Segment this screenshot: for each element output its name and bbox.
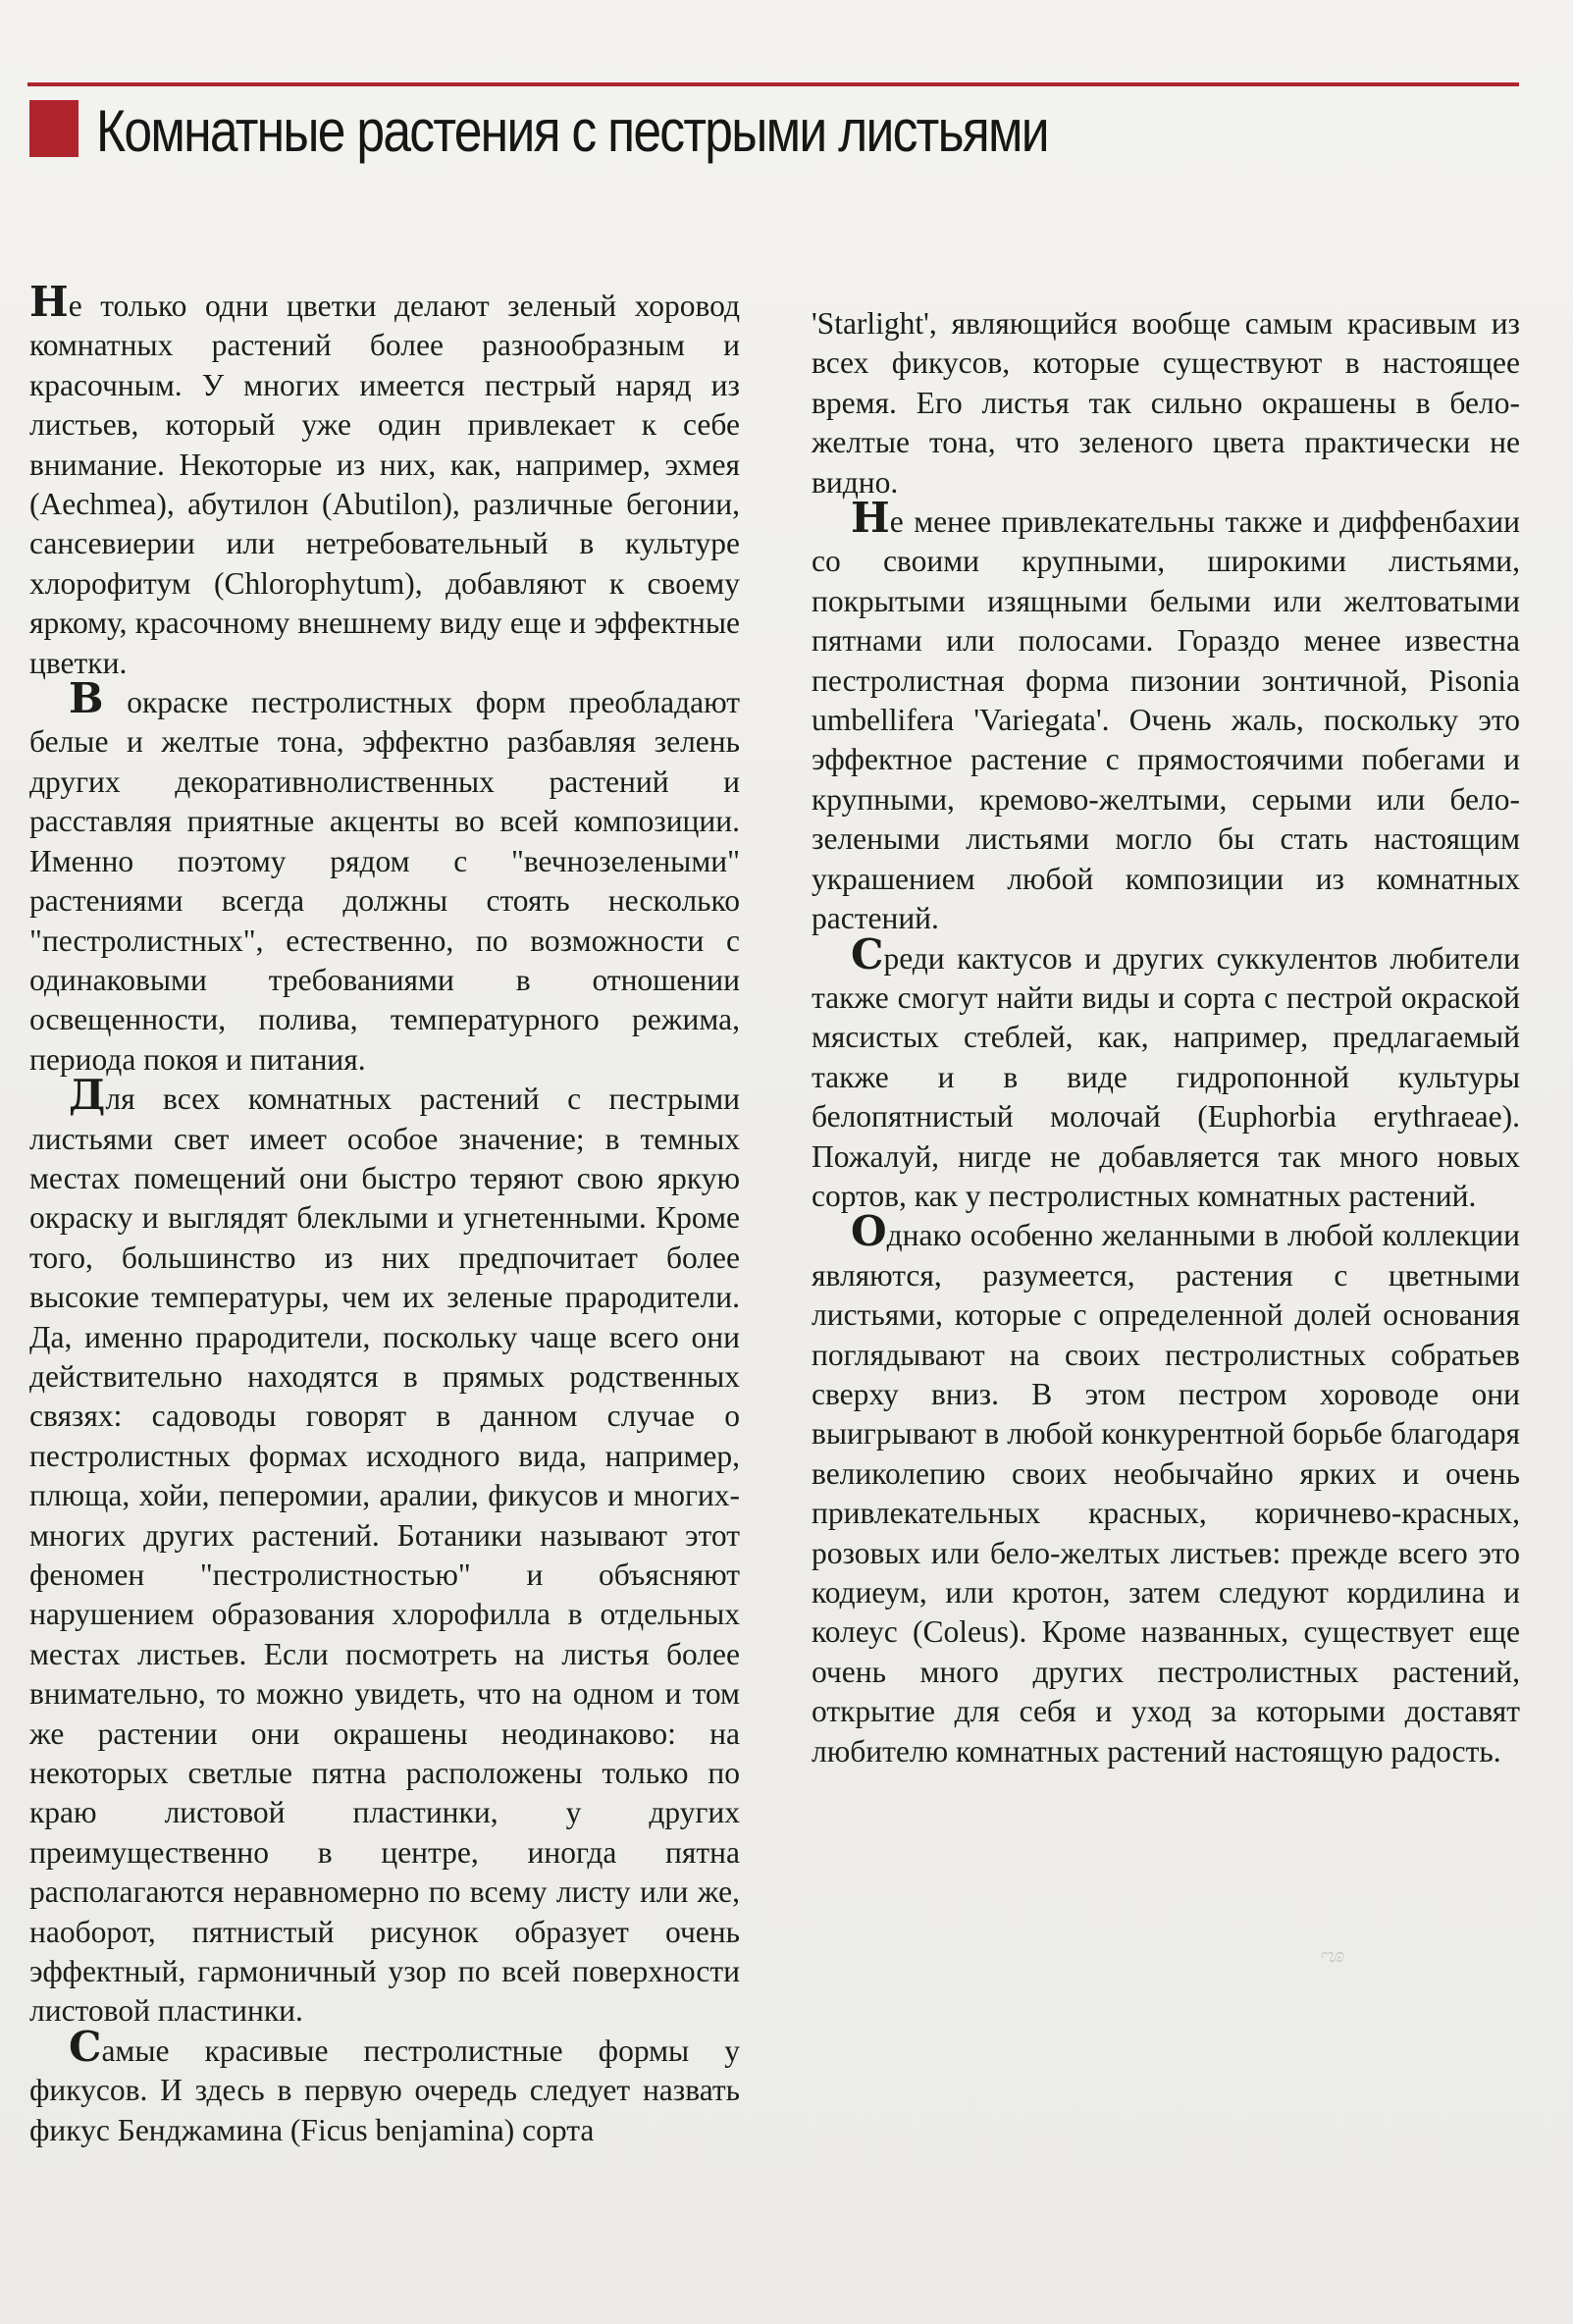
article-title: Комнатные растения с пестрыми листьями [96,98,1048,164]
paragraph-text: окраске пестролистных форм преобладают белые и желтые тона, эффектно разбавляя зелень других декоративнолиственных растений и расставляя приятные акценты во всей композиции. Именно поэтому рядом с "вечнозелеными" растениями всегда должны стоять несколько "пестролистных", естественно, по возможности с одинаковыми требованиями в отношении освещенности, полива, температурного режима, периода покоя и питания. [29,685,740,1077]
pencil-mark: ೡ [1319,1945,1343,1967]
initial-letter: Д [69,1071,106,1120]
initial-letter: С [851,929,884,978]
initial-letter: Н [29,278,69,326]
title-marker-block [29,100,79,157]
paragraph-text: днако особенно желанными в любой коллекции являются, разумеется, растения с цветными листьями, которые с определенной долей основания поглядывают на своих пестролистных собратьев сверху вниз. В этом пестром хороводе они выигрывают в любой конкурентной борьбе благодаря великолепию своих необычайно ярких и очень привлекательных красных, коричнево-красных, розовых или бело-желтых листьев: прежде всего это кодиеум, или кротон, затем следуют кордилина и колеус (Coleus). Кроме названных, существует еще очень много других пестролистных растений, открытие для себя и уход за которыми доставят любителю комнатных растений настоящую радость. [812,1218,1520,1769]
paragraph [812,494,1520,938]
paragraph [812,929,1520,1217]
top-rule [27,82,1519,86]
paragraph [29,1071,740,2032]
paragraph-text: 'Starlight', являющийся вообще самым красивым из всех фикусов, которые существуют в настоящее время. Его листья так сильно окрашены в бело-желтые тона, что зеленого цвета практически не видно. [812,306,1520,500]
column-left [29,278,740,2150]
paragraph-text: амые красивые пестролистные формы у фикусов. И здесь в первую очередь следует назвать фикус Бенджамина (Ficus benjamina) сорта [29,2033,740,2147]
column-right [812,304,1520,1771]
paragraph-text: е только одни цветки делают зеленый хоровод комнатных растений более разнообразным и красочным. У многих имеется пестрый наряд из листьев, который уже один привлекает к себе внимание. Некоторые из них, как, например, эхмея (Aechmea), абутилон (Abutilon), различные бегонии, сансевиерии или нетребовательный в культуре хлорофитум (Chlorophytum), добавляют к своему яркому, красочному внешнему виду еще и эффектные цветки. [29,289,740,680]
paragraph [29,674,740,1080]
paragraph-text: ля всех комнатных растений с пестрыми листьями свет имеет особое значение; в темных местах помещений они быстро теряют свою яркую окраску и выглядят блеклыми и угнетенными. Кроме того, большинство из них предпочитает более высокие температуры, чем их зеленые прародители. Да, именно прародители, поскольку чаще всего они действительно находятся в прямых родственных связях: садоводы говорят в данном случае о пестролистных формах исходного вида, например, плюща, хойи, пеперомии, аралии, фикусов и многих-многих других растений. Ботаники называют этот феномен "пестролистностью" и объясняют нарушением образования хлорофилла в отдельных местах листьев. Если посмотреть на листья более внимательно, то можно увидеть, что на одном и том же растении они окрашены неодинаково: на некоторых светлые пятна расположены только по краю листовой пластинки, у других преимущественно в центре, иногда пятна располагаются неравномерно по всему листу или же, наоборот, пятнистый рисунок образует очень эффектный, гармоничный узор по всей поверхности листовой пластинки. [29,1082,740,2029]
paragraph [812,1207,1520,1771]
paragraph-continued [812,304,1520,502]
paragraph [29,278,740,683]
paragraph [29,2022,740,2150]
initial-letter: В [69,674,104,723]
paragraph-text: реди кактусов и других суккулентов любители также смогут найти виды и сорта с пестрой окраской мясистых стеблей, как, например, предлагаемый также и в виде гидропонной культуры белопятнистый молочай (Euphorbia erythraeae). Пожалуй, нигде не добавляется так много новых сортов, как у пестролистных комнатных растений. [812,940,1520,1213]
initial-letter: Н [851,494,890,543]
paragraph-text: е менее привлекательны также и диффенбахии со своими крупными, широкими листьями, покрытыми изящными белыми или желтоватыми пятнами или полосами. Гораздо менее известна пестролистная форма пизонии зонтичной, Pisonia umbellifera 'Variegata'. Очень жаль, поскольку это эффектное растение с прямостоячими побегами и крупными, кремово-желтыми, серыми или бело-зелеными листьями могло бы стать настоящим украшением любой композиции из комнатных растений. [812,504,1520,936]
initial-letter: О [851,1207,887,1256]
initial-letter: С [69,2022,102,2071]
